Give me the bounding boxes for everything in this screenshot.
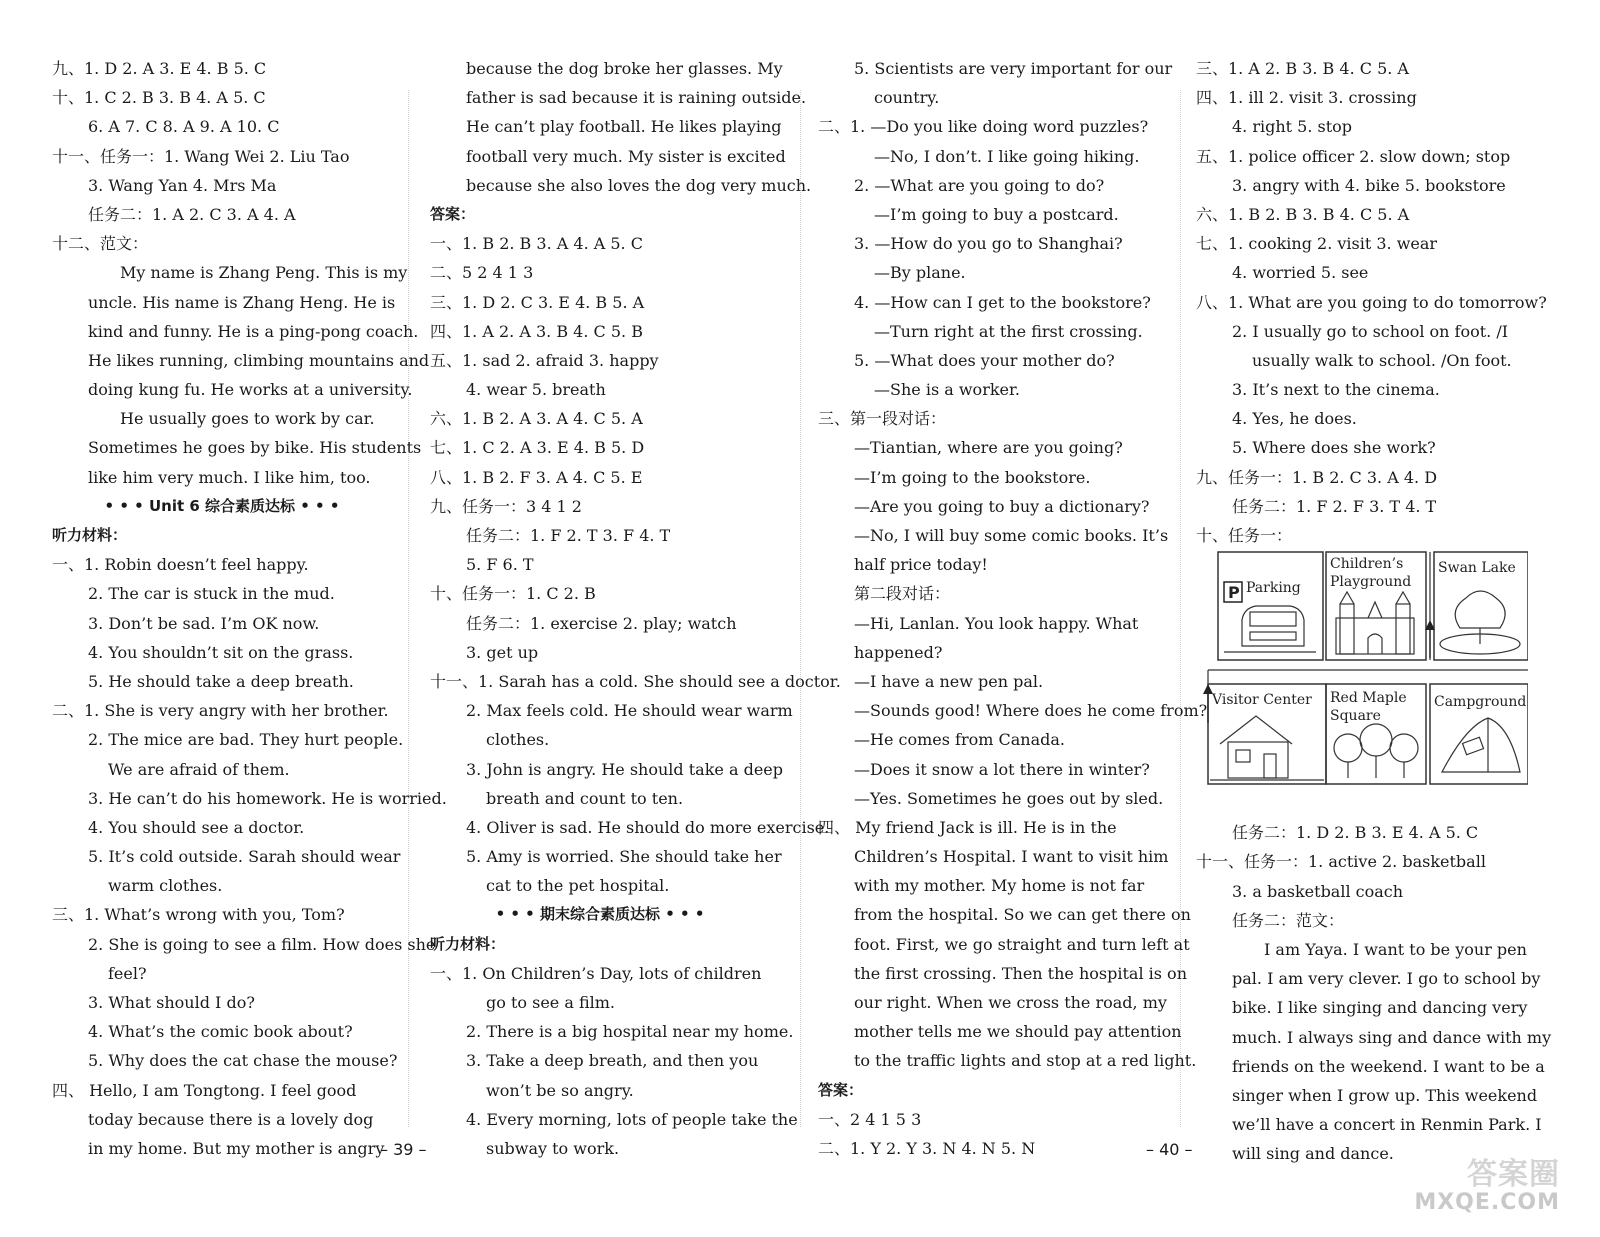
playground-label-line1: Children’s — [1330, 556, 1404, 572]
text-line: 3. He can’t do his homework. He is worried. — [88, 788, 447, 808]
text-line: —I’m going to buy a postcard. — [874, 204, 1119, 224]
page-39-right-column — [430, 54, 841, 1163]
text-line: much. I always sing and dance with my — [1232, 1027, 1552, 1047]
watermark-line2: MXQE.COM — [1414, 1189, 1560, 1215]
text-line: 任务二：1. F 2. T 3. F 4. T — [466, 526, 671, 545]
house-icon — [1210, 716, 1324, 780]
text-line: 4. Yes, he does. — [1232, 409, 1357, 429]
text-line: 五、1. sad 2. afraid 3. happy — [430, 350, 659, 370]
text-line: 任务二：1. F 2. F 3. T 4. T — [1232, 496, 1437, 516]
text-line: breath and count to ten. — [486, 788, 684, 808]
playground-label-line2: Playground — [1330, 574, 1412, 590]
text-line: our right. When we cross the road, my — [854, 993, 1167, 1012]
page-number-40: – 40 – — [1146, 1140, 1193, 1159]
text-line: —Hi, Lanlan. You look happy. What — [854, 613, 1139, 633]
text-line: He usually goes to work by car. — [120, 409, 375, 429]
text-line: 2. She is going to see a film. How does she — [88, 934, 436, 954]
text-line: 二、1. Y 2. Y 3. N 4. N 5. N — [818, 1138, 1036, 1158]
text-line: I am Yaya. I want to be your pen — [1264, 939, 1527, 959]
text-line: 七、1. cooking 2. visit 3. wear — [1196, 234, 1438, 254]
text-line: We are afraid of them. — [108, 759, 290, 779]
page-number-39: – 39 – — [380, 1140, 427, 1159]
text-line: 4. right 5. stop — [1232, 117, 1353, 137]
text-line: 三、1. A 2. B 3. B 4. C 5. A — [1196, 59, 1409, 78]
text-line: Children’s Hospital. I want to visit him — [854, 847, 1169, 867]
text-line: 一、1. Robin doesn’t feel happy. — [52, 555, 309, 575]
text-line: 二、1. She is very angry with her brother. — [52, 701, 389, 721]
text-line: country. — [874, 88, 940, 108]
text-line: He likes running, climbing mountains and — [88, 350, 430, 370]
text-line: 4. You shouldn’t sit on the grass. — [88, 642, 354, 662]
text-line: 听力材料： — [430, 934, 506, 953]
text-line: —Are you going to buy a dictionary? — [854, 496, 1150, 516]
text-line: singer when I grow up. This weekend — [1232, 1085, 1538, 1105]
text-line: —I’m going to the bookstore. — [854, 467, 1091, 487]
text-line: 5. Amy is worried. She should take her — [466, 847, 782, 867]
text-line: warm clothes. — [108, 876, 223, 896]
text-line: 任务二：1. A 2. C 3. A 4. A — [88, 204, 296, 224]
parking-sign-letter: P — [1228, 583, 1240, 602]
text-line: 答案： — [818, 1080, 864, 1099]
text-line: football very much. My sister is excited — [466, 146, 786, 166]
text-line: —By plane. — [874, 263, 966, 283]
parking-label: Parking — [1246, 580, 1301, 596]
text-line: 任务二：范文： — [1232, 910, 1345, 930]
park-map-figure — [1198, 548, 1528, 788]
text-line: subway to work. — [486, 1138, 620, 1158]
text-line: half price today! — [854, 555, 988, 575]
text-line: 4. wear 5. breath — [466, 380, 606, 400]
text-line: 十、任务一：1. C 2. B — [430, 584, 596, 604]
text-line: —Does it snow a lot there in winter? — [854, 759, 1150, 779]
text-line: 4. —How can I get to the bookstore? — [854, 292, 1151, 312]
text-line: 3. —How do you go to Shanghai? — [854, 234, 1123, 254]
text-line: 4. What’s the comic book about? — [88, 1022, 353, 1042]
swan-lake-label: Swan Lake — [1438, 560, 1516, 576]
text-line: 听力材料： — [52, 526, 128, 544]
text-line: foot. First, we go straight and turn left at — [854, 934, 1190, 954]
text-line: —I have a new pen pal. — [854, 671, 1044, 691]
text-line: to the traffic lights and stop at a red light. — [854, 1051, 1197, 1071]
text-line: pal. I am very clever. I go to school by — [1232, 969, 1541, 989]
red-maple-label-line2: Square — [1330, 708, 1381, 724]
text-line: 3. angry with 4. bike 5. bookstore — [1232, 175, 1506, 195]
text-line: cat to the pet hospital. — [486, 876, 670, 896]
text-line: won’t be so angry. — [486, 1080, 634, 1100]
text-line: kind and funny. He is a ping-pong coach. — [88, 321, 419, 341]
text-line: 3. It’s next to the cinema. — [1232, 380, 1440, 400]
text-line: friends on the weekend. I want to be a — [1232, 1056, 1545, 1076]
castle-icon — [1336, 592, 1414, 654]
text-line: —No, I will buy some comic books. It’s — [854, 526, 1169, 545]
text-line: 5. It’s cold outside. Sarah should wear — [88, 847, 401, 867]
text-line: bike. I like singing and dancing very — [1232, 998, 1528, 1018]
text-line: in my home. But my mother is angry — [88, 1138, 385, 1158]
text-line: 3. John is angry. He should take a deep — [466, 759, 783, 779]
text-line: 七、1. C 2. A 3. E 4. B 5. D — [430, 438, 645, 458]
text-line: uncle. His name is Zhang Heng. He is — [88, 292, 396, 312]
text-line: Sometimes he goes by bike. His students — [88, 438, 422, 458]
text-line: 十、1. C 2. B 3. B 4. A 5. C — [52, 88, 266, 108]
text-line: 3. Don’t be sad. I’m OK now. — [88, 613, 320, 633]
text-line: —She is a worker. — [874, 380, 1020, 400]
text-line: —Turn right at the first crossing. — [874, 321, 1143, 341]
text-line: 3. a basketball coach — [1232, 881, 1404, 901]
car-icon — [1224, 606, 1316, 652]
trees-icon — [1334, 724, 1418, 778]
text-line: happened? — [854, 642, 943, 662]
text-line: 九、任务一：3 4 1 2 — [430, 496, 582, 516]
text-line: 六、1. B 2. A 3. A 4. C 5. A — [430, 409, 643, 429]
text-line: —Sounds good! Where does he come from? — [854, 701, 1208, 721]
text-line: He can’t play football. He likes playing — [466, 117, 782, 137]
text-line: 四、1. ill 2. visit 3. crossing — [1196, 88, 1417, 108]
text-line: 一、1. On Children’s Day, lots of children — [430, 963, 762, 983]
tree-lake-icon — [1440, 591, 1520, 654]
text-line: because the dog broke her glasses. My — [466, 59, 783, 78]
text-line: like him very much. I like him, too. — [88, 467, 371, 487]
text-line: 4. worried 5. see — [1232, 263, 1369, 283]
text-line: 十一、1. Sarah has a cold. She should see a doctor. — [430, 671, 841, 691]
text-line: 3. Wang Yan 4. Mrs Ma — [88, 175, 277, 195]
text-line: • • • Unit 6 综合素质达标 • • • — [104, 496, 340, 515]
text-line: 4. Oliver is sad. He should do more exercise. — [466, 817, 830, 837]
text-line: 答案： — [430, 204, 476, 223]
text-line: 九、1. D 2. A 3. E 4. B 5. C — [52, 59, 267, 78]
text-line: 二、5 2 4 1 3 — [430, 263, 534, 283]
text-line: 5. Scientists are very important for our — [854, 59, 1173, 78]
watermark-line1: 答案圈 — [1467, 1156, 1560, 1192]
text-line: 八、1. B 2. F 3. A 4. C 5. E — [430, 467, 643, 487]
text-line: clothes. — [486, 730, 550, 750]
text-line: doing kung fu. He works at a university. — [88, 380, 413, 400]
text-line: 三、1. What’s wrong with you, Tom? — [52, 905, 345, 925]
text-line: feel? — [108, 963, 147, 983]
text-line: father is sad because it is raining outside. — [466, 88, 807, 108]
text-line: from the hospital. So we can get there on — [854, 905, 1191, 925]
visitor-center-label: Visitor Center — [1212, 692, 1312, 708]
text-line: —No, I don’t. I like going hiking. — [874, 146, 1140, 166]
text-line: 三、1. D 2. C 3. E 4. B 5. A — [430, 292, 645, 312]
text-line: 一、1. B 2. B 3. A 4. A 5. C — [430, 234, 643, 254]
text-line: 5. Where does she work? — [1232, 438, 1436, 458]
text-line: 五、1. police officer 2. slow down; stop — [1196, 146, 1511, 166]
text-line: 5. F 6. T — [466, 555, 534, 575]
text-line: 四、1. A 2. A 3. B 4. C 5. B — [430, 321, 643, 341]
text-line: 5. He should take a deep breath. — [88, 671, 354, 691]
text-line: 十一、任务一：1. Wang Wei 2. Liu Tao — [52, 146, 350, 166]
text-line: 任务二：1. D 2. B 3. E 4. A 5. C — [1232, 823, 1479, 843]
text-line: 六、1. B 2. B 3. B 4. C 5. A — [1196, 204, 1410, 224]
text-line: will sing and dance. — [1232, 1144, 1394, 1164]
text-line: because she also loves the dog very much. — [466, 175, 812, 195]
text-line: we’ll have a concert in Renmin Park. I — [1232, 1115, 1542, 1135]
text-line: 四、 My friend Jack is ill. He is in the — [818, 817, 1117, 837]
text-line: today because there is a lovely dog — [88, 1109, 374, 1129]
text-line: 5. —What does your mother do? — [854, 350, 1115, 370]
text-line: 九、任务一：1. B 2. C 3. A 4. D — [1196, 467, 1438, 487]
text-line: 2. There is a big hospital near my home. — [466, 1022, 794, 1042]
text-line: 任务二：1. exercise 2. play; watch — [466, 613, 737, 633]
text-line: 2. Max feels cold. He should wear warm — [466, 701, 793, 721]
text-line: —He comes from Canada. — [854, 730, 1065, 750]
text-line: the first crossing. Then the hospital is on — [854, 963, 1187, 983]
text-line: 3. get up — [466, 642, 539, 662]
red-maple-label-line1: Red Maple — [1330, 690, 1407, 706]
text-line: 一、2 4 1 5 3 — [818, 1109, 922, 1129]
text-line: 八、1. What are you going to do tomorrow? — [1196, 292, 1547, 312]
answers-block-lower — [1196, 818, 1552, 1168]
text-line: 三、第一段对话： — [818, 409, 947, 429]
text-line: 第二段对话： — [854, 584, 951, 604]
text-line: —Yes. Sometimes he goes out by sled. — [854, 788, 1164, 808]
text-line: 二、1. —Do you like doing word puzzles? — [818, 117, 1149, 137]
column-divider-left — [408, 90, 409, 1127]
text-line: 2. The mice are bad. They hurt people. — [88, 730, 404, 750]
text-line: 5. Why does the cat chase the mouse? — [88, 1051, 398, 1071]
text-line: 2. The car is stuck in the mud. — [88, 584, 335, 604]
text-line: 十、任务一： — [1196, 526, 1293, 545]
text-line: 2. —What are you going to do? — [854, 175, 1105, 195]
text-line: 4. You should see a doctor. — [88, 817, 305, 837]
tent-icon — [1442, 718, 1520, 772]
text-line: 2. I usually go to school on foot. /I — [1232, 321, 1509, 341]
text-line: 3. What should I do? — [88, 993, 255, 1012]
text-line: mother tells me we should pay attention — [854, 1022, 1182, 1042]
text-line: 4. Every morning, lots of people take the — [466, 1109, 798, 1129]
text-line: with my mother. My home is not far — [854, 876, 1145, 896]
answers-block-upper — [1196, 54, 1546, 550]
text-line: 四、 Hello, I am Tongtong. I feel good — [52, 1080, 357, 1100]
page-gutter — [800, 90, 801, 1127]
campground-label: Campground — [1434, 694, 1527, 710]
text-line: • • • 期末综合素质达标 • • • — [495, 905, 705, 924]
text-line: 十二、范文： — [52, 234, 149, 254]
text-line: My name is Zhang Peng. This is my — [120, 263, 408, 283]
text-line: go to see a film. — [486, 993, 616, 1012]
text-line: usually walk to school. /On foot. — [1252, 350, 1512, 370]
text-line: 十一、任务一：1. active 2. basketball — [1196, 852, 1486, 872]
text-line: 6. A 7. C 8. A 9. A 10. C — [88, 117, 280, 137]
text-line: —Tiantian, where are you going? — [854, 438, 1123, 458]
watermark-logo — [1414, 1158, 1560, 1215]
text-line: 3. Take a deep breath, and then you — [466, 1051, 759, 1071]
